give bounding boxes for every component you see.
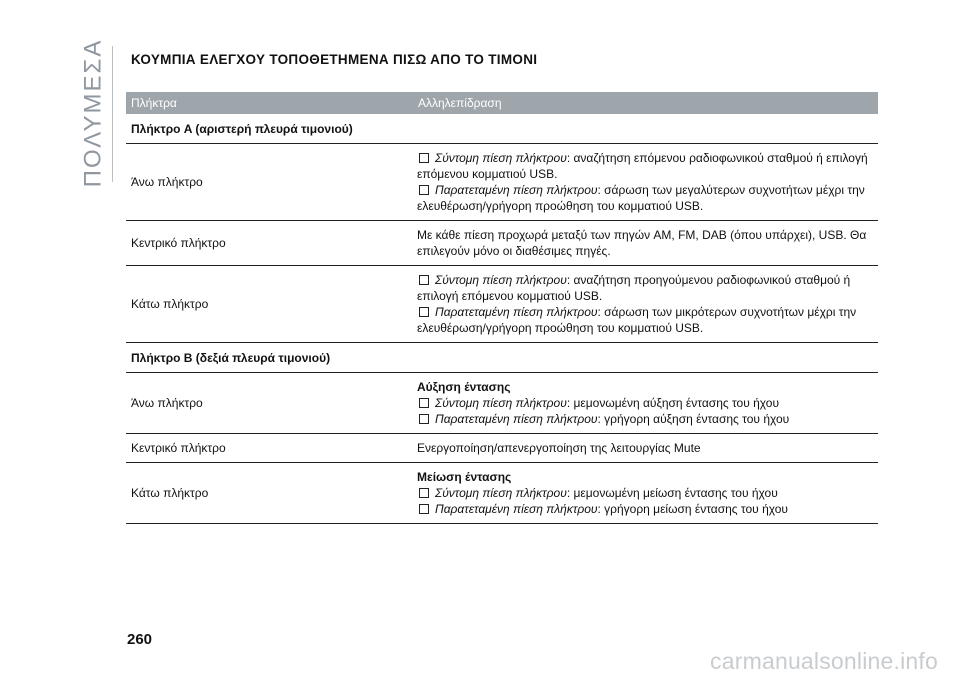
item-text: : μεμονωμένη αύξηση έντασης του ήχου xyxy=(566,396,780,410)
side-divider xyxy=(112,46,113,182)
item-term: Σύντομη πίεση πλήκτρου xyxy=(435,396,567,410)
checkbox-icon xyxy=(419,275,429,285)
table-row xyxy=(126,373,878,434)
item-term: Παρατεταμένη πίεση πλήκτρου xyxy=(435,305,598,319)
row-key: Κάτω πλήκτρο xyxy=(131,297,209,311)
checkbox-icon xyxy=(419,488,429,498)
row-key: Άνω πλήκτρο xyxy=(131,175,203,189)
item-term: Παρατεταμένη πίεση πλήκτρου xyxy=(435,502,598,516)
table-header xyxy=(126,92,878,114)
page-number: 260 xyxy=(127,631,153,648)
item-text: : μεμονωμένη μείωση έντασης του ήχου xyxy=(566,486,778,500)
section-key-b: Πλήκτρο B (δεξιά πλευρά τιμονιού) xyxy=(126,343,878,373)
item-text: : γρήγορη μείωση έντασης του ήχου xyxy=(597,502,788,516)
item-text: : αναζήτηση προηγούμενου ραδιοφωνικού σταθμού ή επιλογή επόμενου κομματιού USB. xyxy=(417,273,851,303)
row-value: Ενεργοποίηση/απενεργοποίηση της λειτουργίας Mute xyxy=(417,441,701,455)
item-term: Σύντομη πίεση πλήκτρου xyxy=(435,151,567,165)
table-row xyxy=(126,266,878,343)
table-row xyxy=(126,221,878,266)
table-row xyxy=(126,144,878,221)
section-side-tab-label: ΠΟΛΥΜΕΣΑ xyxy=(79,38,107,188)
item-term: Σύντομη πίεση πλήκτρου xyxy=(435,486,567,500)
checkbox-icon xyxy=(419,153,429,163)
row-value xyxy=(413,373,878,433)
header-interaction: Αλληλεπίδραση xyxy=(418,96,502,110)
list-item xyxy=(417,304,874,336)
watermark: carmanualsonline.info xyxy=(710,648,938,674)
list-item xyxy=(417,272,874,304)
row-value xyxy=(413,463,878,523)
row-key: Κάτω πλήκτρο xyxy=(131,486,209,500)
list-item xyxy=(417,411,874,427)
controls-table xyxy=(126,92,878,524)
item-text: : γρήγορη αύξηση έντασης του ήχου xyxy=(597,412,790,426)
section-key-a: Πλήκτρο A (αριστερή πλευρά τιμονιού) xyxy=(126,114,878,144)
table-row xyxy=(126,434,878,463)
page-title: ΚΟΥΜΠΙΑ ΕΛΕΓΧΟΥ ΤΟΠΟΘΕΤΗΜΕΝΑ ΠΙΣΩ ΑΠΟ ΤΟ ΤΙΜΟΝΙ xyxy=(131,52,538,67)
checkbox-icon xyxy=(419,414,429,424)
checkbox-icon xyxy=(419,398,429,408)
row-value xyxy=(413,266,878,342)
row-heading: Αύξηση έντασης xyxy=(417,380,511,394)
list-item xyxy=(417,485,874,501)
item-text: : σάρωση των μεγαλύτερων συχνοτήτων μέχρι την ελευθέρωση/γρήγορη προώθηση του κομματιού USB. xyxy=(417,183,865,213)
item-term: Παρατεταμένη πίεση πλήκτρου xyxy=(435,412,598,426)
item-term: Παρατεταμένη πίεση πλήκτρου xyxy=(435,183,598,197)
section-side-tab xyxy=(79,38,107,188)
list-item xyxy=(417,501,874,517)
row-key: Κεντρικό πλήκτρο xyxy=(131,236,226,250)
item-text: : αναζήτηση επόμενου ραδιοφωνικού σταθμού ή επιλογή επόμενου κομματιού USB. xyxy=(417,151,868,181)
row-key: Άνω πλήκτρο xyxy=(131,396,203,410)
list-item xyxy=(417,150,874,182)
header-keys: Πλήκτρα xyxy=(131,96,177,110)
row-value xyxy=(413,144,878,220)
checkbox-icon xyxy=(419,307,429,317)
table-row xyxy=(126,463,878,524)
item-text: : σάρωση των μικρότερων συχνοτήτων μέχρι την ελευθέρωση/γρήγορη προώθηση του κομματιού USB. xyxy=(417,305,857,335)
row-value: Με κάθε πίεση προχωρά μεταξύ των πηγών AM, FM, DAB (όπου υπάρχει), USB. Θα επιλεγούν μόνο οι διαθέσιμες πηγές. xyxy=(417,228,867,258)
checkbox-icon xyxy=(419,504,429,514)
item-term: Σύντομη πίεση πλήκτρου xyxy=(435,273,567,287)
list-item xyxy=(417,182,874,214)
checkbox-icon xyxy=(419,185,429,195)
list-item xyxy=(417,395,874,411)
row-heading: Μείωση έντασης xyxy=(417,470,512,484)
row-key: Κεντρικό πλήκτρο xyxy=(131,441,226,455)
